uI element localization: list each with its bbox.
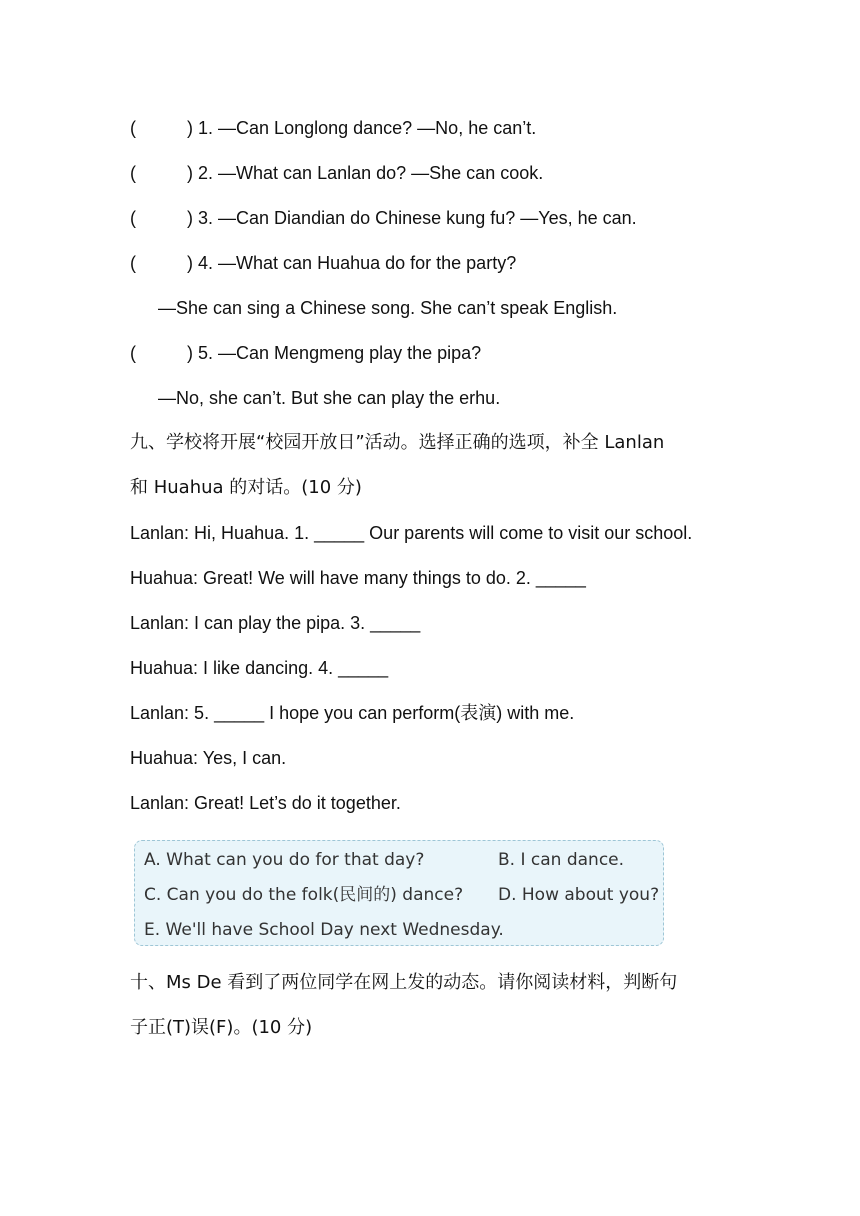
options-box	[134, 840, 664, 946]
question-4-continuation: —She can sing a Chinese song. She can’t speak English.	[158, 298, 618, 318]
section-10-heading-line-1: 十、Ms De 看到了两位同学在网上发的动态。请你阅读材料，判断句	[130, 972, 678, 993]
question-number-4: ) 4.	[187, 253, 214, 273]
question-4	[130, 251, 516, 275]
section-10-heading-line-2: 子正(T)误(F)。(10 分)	[130, 1017, 313, 1038]
dialogue-line-6: Huahua: Yes, I can.	[130, 748, 287, 768]
question-number-5: ) 5.	[187, 343, 214, 363]
answer-bracket-4: (	[130, 253, 136, 273]
dialogue-line-2: Huahua: Great! We will have many things to do. 2. _____	[130, 568, 586, 588]
question-text-2: —What can Lanlan do? —She can cook.	[218, 163, 544, 183]
option-c: C. Can you do the folk(民间的) dance?	[144, 885, 464, 905]
question-number-1: ) 1.	[187, 118, 214, 138]
dialogue-line-3: Lanlan: I can play the pipa. 3. _____	[130, 613, 421, 633]
option-d: D. How about you?	[498, 885, 660, 905]
question-5-continuation: —No, she can’t. But she can play the erhu.	[158, 388, 501, 408]
question-5	[130, 341, 481, 365]
section-9-heading-line-2: 和 Huahua 的对话。(10 分)	[130, 477, 362, 498]
question-text-5: —Can Mengmeng play the pipa?	[218, 343, 482, 363]
question-text-4: —What can Huahua do for the party?	[218, 253, 517, 273]
question-text-1: —Can Longlong dance? —No, he can’t.	[218, 118, 537, 138]
option-e: E. We'll have School Day next Wednesday.	[144, 920, 504, 940]
section-9-heading-line-1: 九、学校将开展“校园开放日”活动。选择正确的选项，补全 Lanlan	[130, 432, 665, 453]
question-number-3: ) 3.	[187, 208, 214, 228]
question-2	[130, 161, 543, 185]
answer-bracket-5: (	[130, 343, 136, 363]
question-3	[130, 206, 637, 230]
option-b: B. I can dance.	[498, 850, 625, 870]
question-text-3: —Can Diandian do Chinese kung fu? —Yes, he can.	[218, 208, 637, 228]
dialogue-line-7: Lanlan: Great! Let’s do it together.	[130, 793, 401, 813]
option-a: A. What can you do for that day?	[144, 850, 425, 870]
answer-bracket-2: (	[130, 163, 136, 183]
question-number-2: ) 2.	[187, 163, 214, 183]
dialogue-line-1: Lanlan: Hi, Huahua. 1. _____ Our parents will come to visit our school.	[130, 523, 693, 543]
answer-bracket-1: (	[130, 118, 136, 138]
dialogue-line-5: Lanlan: 5. _____ I hope you can perform(表演) with me.	[130, 703, 575, 723]
question-1	[130, 116, 536, 140]
answer-bracket-3: (	[130, 208, 136, 228]
dialogue-line-4: Huahua: I like dancing. 4. _____	[130, 658, 389, 678]
